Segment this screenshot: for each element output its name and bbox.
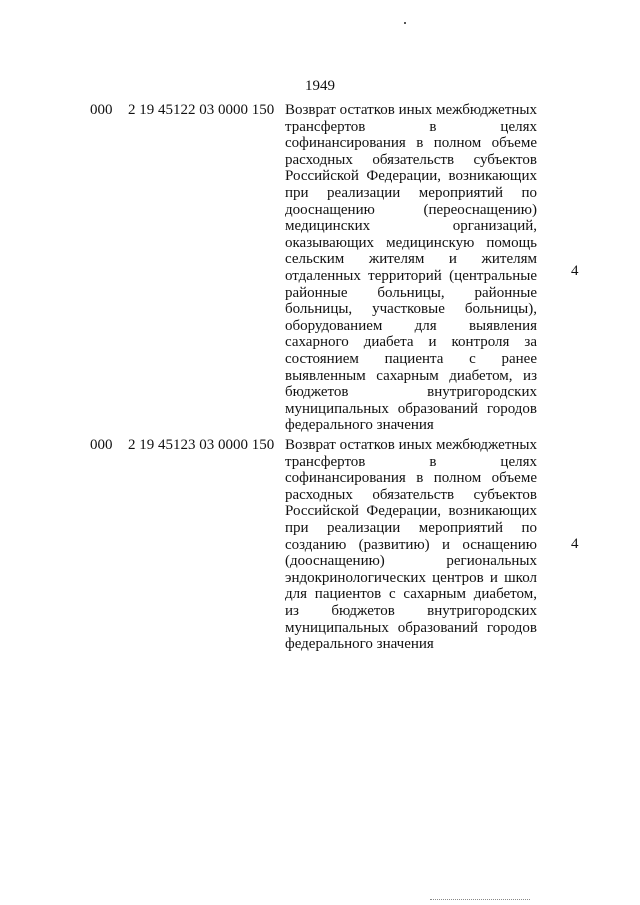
- budget-classification-code: 2 19 45122 03 0000 150: [128, 102, 275, 118]
- row-description: Возврат остатков иных межбюджетных трансфертов в целях софинансирования в полном объеме расходных обязательств субъектов Российской Федерации, возникающих при реализации мероприятий по созданию (развитию) и оснащению (дооснащению) региональных эндокринологических центров и школ для пациентов с сахарным диабетом, из бюджетов внутригородских муниципальных образований городов федерального значения: [285, 437, 537, 653]
- group-value: 4: [571, 263, 579, 279]
- budget-classification-code: 2 19 45123 03 0000 150: [128, 437, 275, 453]
- group-value: 4: [571, 536, 579, 552]
- footer-scan-mark: [430, 899, 530, 902]
- page-number: 1949: [305, 78, 335, 94]
- row-description: Возврат остатков иных межбюджетных трансфертов в целях софинансирования в полном объеме расходных обязательств субъектов Российской Федерации, возникающих при реализации мероприятий по дооснащению (переоснащению) медицинских организаций, оказывающих медицинскую помощь сельским жителям и жителям отдаленных территорий (центральные районные больницы, районные больницы, участковые больницы), оборудованием для выявления сахарного диабета и контроля за состоянием пациента с ранее выявленным сахарным диабетом, из бюджетов внутригородских муниципальных образований городов федерального значения: [285, 102, 537, 434]
- admin-code: 000: [90, 102, 113, 118]
- scan-speck: [404, 22, 406, 24]
- admin-code: 000: [90, 437, 113, 453]
